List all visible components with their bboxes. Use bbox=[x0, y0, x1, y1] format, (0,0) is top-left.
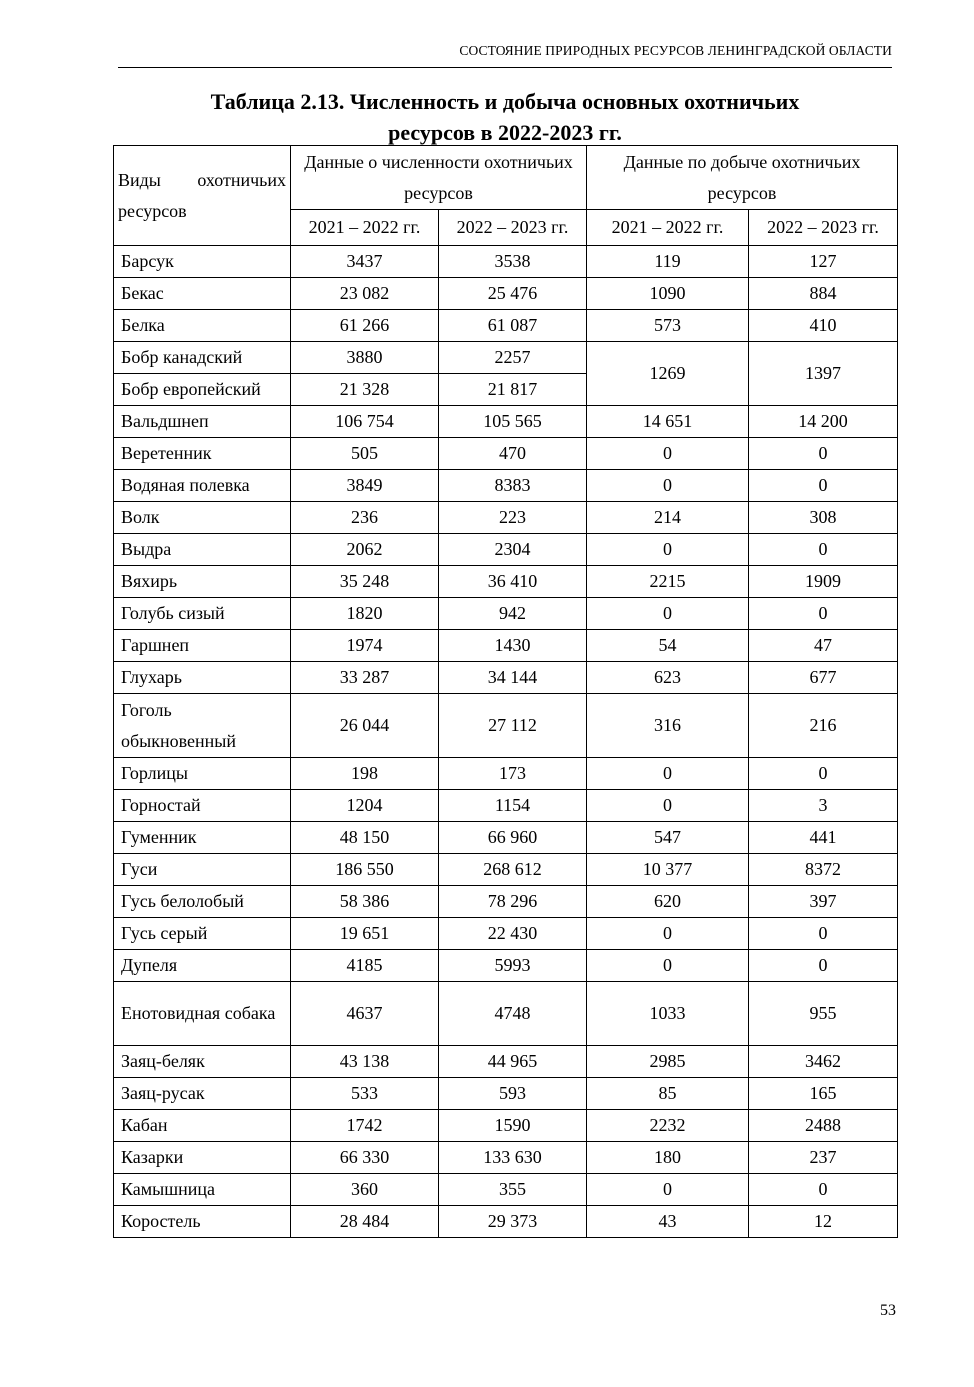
harvest-2022-2023: 3462 bbox=[749, 1046, 898, 1078]
harvest-2022-2023: 884 bbox=[749, 278, 898, 310]
harvest-2021-2022: 85 bbox=[587, 1078, 749, 1110]
species-name: Вальдшнеп bbox=[114, 406, 291, 438]
table-row bbox=[114, 1206, 898, 1238]
table-row bbox=[114, 342, 898, 374]
population-2022-2023: 2304 bbox=[439, 534, 587, 566]
header-year-population-1: 2021 – 2022 гг. bbox=[291, 210, 439, 246]
population-2022-2023: 22 430 bbox=[439, 918, 587, 950]
harvest-2021-2022: 0 bbox=[587, 1174, 749, 1206]
harvest-2022-2023: 165 bbox=[749, 1078, 898, 1110]
harvest-2021-2022: 0 bbox=[587, 950, 749, 982]
population-2021-2022: 26 044 bbox=[291, 694, 439, 758]
species-name: Белка bbox=[114, 310, 291, 342]
table-row bbox=[114, 694, 898, 758]
population-2021-2022: 360 bbox=[291, 1174, 439, 1206]
harvest-2021-2022: 54 bbox=[587, 630, 749, 662]
harvest-2022-2023: 0 bbox=[749, 438, 898, 470]
population-2022-2023: 36 410 bbox=[439, 566, 587, 598]
header-rule bbox=[118, 67, 892, 68]
header-year-harvest-1: 2021 – 2022 гг. bbox=[587, 210, 749, 246]
harvest-2021-2022: 0 bbox=[587, 438, 749, 470]
table-row bbox=[114, 1174, 898, 1206]
species-name: Голубь сизый bbox=[114, 598, 291, 630]
species-name: Веретенник bbox=[114, 438, 291, 470]
header-species bbox=[114, 146, 291, 246]
harvest-2022-2023: 0 bbox=[749, 598, 898, 630]
population-2022-2023: 44 965 bbox=[439, 1046, 587, 1078]
header-year-population-2: 2022 – 2023 гг. bbox=[439, 210, 587, 246]
harvest-2021-2022: 0 bbox=[587, 918, 749, 950]
harvest-2021-2022: 10 377 bbox=[587, 854, 749, 886]
species-name: Заяц-русак bbox=[114, 1078, 291, 1110]
species-name: Казарки bbox=[114, 1142, 291, 1174]
header-year-harvest-2: 2022 – 2023 гг. bbox=[749, 210, 898, 246]
harvest-2021-2022: 316 bbox=[587, 694, 749, 758]
population-2021-2022: 48 150 bbox=[291, 822, 439, 854]
population-2021-2022: 1742 bbox=[291, 1110, 439, 1142]
population-2021-2022: 19 651 bbox=[291, 918, 439, 950]
population-2021-2022: 58 386 bbox=[291, 886, 439, 918]
harvest-2022-2023: 237 bbox=[749, 1142, 898, 1174]
population-2022-2023: 29 373 bbox=[439, 1206, 587, 1238]
population-2021-2022: 3880 bbox=[291, 342, 439, 374]
harvest-2022-2023: 3 bbox=[749, 790, 898, 822]
population-2022-2023: 105 565 bbox=[439, 406, 587, 438]
population-2021-2022: 3437 bbox=[291, 246, 439, 278]
species-name: Гаршнеп bbox=[114, 630, 291, 662]
harvest-2021-2022: 620 bbox=[587, 886, 749, 918]
species-name: Гуси bbox=[114, 854, 291, 886]
harvest-2021-2022: 1033 bbox=[587, 982, 749, 1046]
header-row-groups bbox=[114, 146, 898, 210]
species-name: Бобр европейский bbox=[114, 374, 291, 406]
species-name: Енотовидная собака bbox=[114, 982, 291, 1046]
table-row bbox=[114, 246, 898, 278]
population-2022-2023: 66 960 bbox=[439, 822, 587, 854]
header-species-line-1: Виды охотничьих bbox=[118, 169, 286, 190]
population-2021-2022: 186 550 bbox=[291, 854, 439, 886]
population-2022-2023: 5993 bbox=[439, 950, 587, 982]
table-row bbox=[114, 790, 898, 822]
harvest-2022-2023: 0 bbox=[749, 918, 898, 950]
harvest-2022-2023: 14 200 bbox=[749, 406, 898, 438]
harvest-2021-2022: 573 bbox=[587, 310, 749, 342]
harvest-2022-2023: 397 bbox=[749, 886, 898, 918]
population-2022-2023: 355 bbox=[439, 1174, 587, 1206]
population-2022-2023: 593 bbox=[439, 1078, 587, 1110]
table-row bbox=[114, 950, 898, 982]
species-name: Водяная полевка bbox=[114, 470, 291, 502]
population-2021-2022: 505 bbox=[291, 438, 439, 470]
table-row bbox=[114, 566, 898, 598]
population-2022-2023: 34 144 bbox=[439, 662, 587, 694]
harvest-2022-2023: 2488 bbox=[749, 1110, 898, 1142]
table-row bbox=[114, 662, 898, 694]
harvest-2022-2023: 0 bbox=[749, 950, 898, 982]
species-name: Дупеля bbox=[114, 950, 291, 982]
table-row bbox=[114, 598, 898, 630]
species-name: Барсук bbox=[114, 246, 291, 278]
species-name: Волк bbox=[114, 502, 291, 534]
population-2022-2023: 223 bbox=[439, 502, 587, 534]
species-name: Горлицы bbox=[114, 758, 291, 790]
hunting-resources-table bbox=[113, 145, 898, 1238]
population-2022-2023: 1154 bbox=[439, 790, 587, 822]
harvest-2021-2022: 14 651 bbox=[587, 406, 749, 438]
harvest-2022-2023: 12 bbox=[749, 1206, 898, 1238]
harvest-2021-2022: 2985 bbox=[587, 1046, 749, 1078]
harvest-2022-2023: 0 bbox=[749, 534, 898, 566]
harvest-2022-2023: 677 bbox=[749, 662, 898, 694]
harvest-2021-2022: 119 bbox=[587, 246, 749, 278]
population-2021-2022: 61 266 bbox=[291, 310, 439, 342]
table-row bbox=[114, 1046, 898, 1078]
page-number: 53 bbox=[880, 1302, 896, 1319]
table-title-line-1: Таблица 2.13. Численность и добыча основных охотничьих bbox=[210, 89, 800, 114]
table-row bbox=[114, 470, 898, 502]
harvest-2021-2022: 0 bbox=[587, 790, 749, 822]
population-2021-2022: 66 330 bbox=[291, 1142, 439, 1174]
population-2021-2022: 4637 bbox=[291, 982, 439, 1046]
species-name: Гуменник bbox=[114, 822, 291, 854]
species-name: Бобр канадский bbox=[114, 342, 291, 374]
population-2021-2022: 1204 bbox=[291, 790, 439, 822]
species-name: Бекас bbox=[114, 278, 291, 310]
population-2021-2022: 106 754 bbox=[291, 406, 439, 438]
population-2022-2023: 4748 bbox=[439, 982, 587, 1046]
population-2022-2023: 3538 bbox=[439, 246, 587, 278]
species-name: Глухарь bbox=[114, 662, 291, 694]
header-species-line-2: ресурсов bbox=[118, 200, 187, 221]
table-row bbox=[114, 630, 898, 662]
harvest-2021-2022: 0 bbox=[587, 598, 749, 630]
table-row bbox=[114, 278, 898, 310]
harvest-2021-2022: 1269 bbox=[587, 342, 749, 406]
species-name: Горностай bbox=[114, 790, 291, 822]
harvest-2021-2022: 547 bbox=[587, 822, 749, 854]
table-row bbox=[114, 918, 898, 950]
population-2021-2022: 1974 bbox=[291, 630, 439, 662]
species-name: Заяц-беляк bbox=[114, 1046, 291, 1078]
population-2021-2022: 2062 bbox=[291, 534, 439, 566]
table-row bbox=[114, 502, 898, 534]
population-2022-2023: 8383 bbox=[439, 470, 587, 502]
harvest-2022-2023: 955 bbox=[749, 982, 898, 1046]
population-2022-2023: 2257 bbox=[439, 342, 587, 374]
species-name: Гоголь обыкновенный bbox=[114, 694, 291, 758]
population-2022-2023: 1590 bbox=[439, 1110, 587, 1142]
running-head: СОСТОЯНИЕ ПРИРОДНЫХ РЕСУРСОВ ЛЕНИНГРАДСКОЙ ОБЛАСТИ bbox=[459, 43, 892, 58]
species-name: Кабан bbox=[114, 1110, 291, 1142]
table-row bbox=[114, 1078, 898, 1110]
species-name: Выдра bbox=[114, 534, 291, 566]
harvest-2022-2023: 1909 bbox=[749, 566, 898, 598]
harvest-2022-2023: 216 bbox=[749, 694, 898, 758]
harvest-2022-2023: 127 bbox=[749, 246, 898, 278]
harvest-2021-2022: 2232 bbox=[587, 1110, 749, 1142]
population-2022-2023: 1430 bbox=[439, 630, 587, 662]
table-row bbox=[114, 886, 898, 918]
population-2021-2022: 3849 bbox=[291, 470, 439, 502]
population-2022-2023: 173 bbox=[439, 758, 587, 790]
harvest-2021-2022: 0 bbox=[587, 470, 749, 502]
harvest-2021-2022: 623 bbox=[587, 662, 749, 694]
population-2022-2023: 25 476 bbox=[439, 278, 587, 310]
harvest-2021-2022: 1090 bbox=[587, 278, 749, 310]
harvest-2022-2023: 0 bbox=[749, 1174, 898, 1206]
harvest-2021-2022: 0 bbox=[587, 758, 749, 790]
population-2021-2022: 4185 bbox=[291, 950, 439, 982]
population-2021-2022: 1820 bbox=[291, 598, 439, 630]
harvest-2022-2023: 1397 bbox=[749, 342, 898, 406]
population-2021-2022: 533 bbox=[291, 1078, 439, 1110]
table-row bbox=[114, 438, 898, 470]
header-group-population: Данные о численности охотничьих ресурсов bbox=[291, 146, 587, 210]
table-row bbox=[114, 758, 898, 790]
population-2022-2023: 21 817 bbox=[439, 374, 587, 406]
harvest-2022-2023: 8372 bbox=[749, 854, 898, 886]
population-2021-2022: 236 bbox=[291, 502, 439, 534]
species-name: Гусь белолобый bbox=[114, 886, 291, 918]
table-row bbox=[114, 534, 898, 566]
population-2021-2022: 33 287 bbox=[291, 662, 439, 694]
table-row bbox=[114, 406, 898, 438]
harvest-2022-2023: 441 bbox=[749, 822, 898, 854]
population-2021-2022: 28 484 bbox=[291, 1206, 439, 1238]
harvest-2021-2022: 0 bbox=[587, 534, 749, 566]
species-name: Коростель bbox=[114, 1206, 291, 1238]
harvest-2022-2023: 308 bbox=[749, 502, 898, 534]
harvest-2022-2023: 410 bbox=[749, 310, 898, 342]
harvest-2021-2022: 43 bbox=[587, 1206, 749, 1238]
population-2021-2022: 35 248 bbox=[291, 566, 439, 598]
population-2022-2023: 61 087 bbox=[439, 310, 587, 342]
table-row bbox=[114, 1142, 898, 1174]
harvest-2021-2022: 180 bbox=[587, 1142, 749, 1174]
harvest-2022-2023: 0 bbox=[749, 758, 898, 790]
species-name: Камышница bbox=[114, 1174, 291, 1206]
table-title-line-2: ресурсов в 2022-2023 гг. bbox=[388, 120, 622, 145]
harvest-2022-2023: 0 bbox=[749, 470, 898, 502]
harvest-2022-2023: 47 bbox=[749, 630, 898, 662]
table-row bbox=[114, 854, 898, 886]
population-2021-2022: 198 bbox=[291, 758, 439, 790]
table-row bbox=[114, 982, 898, 1046]
species-name: Гусь серый bbox=[114, 918, 291, 950]
harvest-2021-2022: 214 bbox=[587, 502, 749, 534]
table-row bbox=[114, 822, 898, 854]
population-2022-2023: 268 612 bbox=[439, 854, 587, 886]
header-group-harvest: Данные по добыче охотничьих ресурсов bbox=[587, 146, 898, 210]
table-row bbox=[114, 310, 898, 342]
population-2021-2022: 21 328 bbox=[291, 374, 439, 406]
harvest-2021-2022: 2215 bbox=[587, 566, 749, 598]
table-title bbox=[113, 86, 897, 148]
population-2021-2022: 23 082 bbox=[291, 278, 439, 310]
population-2021-2022: 43 138 bbox=[291, 1046, 439, 1078]
population-2022-2023: 78 296 bbox=[439, 886, 587, 918]
population-2022-2023: 133 630 bbox=[439, 1142, 587, 1174]
population-2022-2023: 942 bbox=[439, 598, 587, 630]
table-row bbox=[114, 1110, 898, 1142]
population-2022-2023: 470 bbox=[439, 438, 587, 470]
population-2022-2023: 27 112 bbox=[439, 694, 587, 758]
species-name: Вяхирь bbox=[114, 566, 291, 598]
